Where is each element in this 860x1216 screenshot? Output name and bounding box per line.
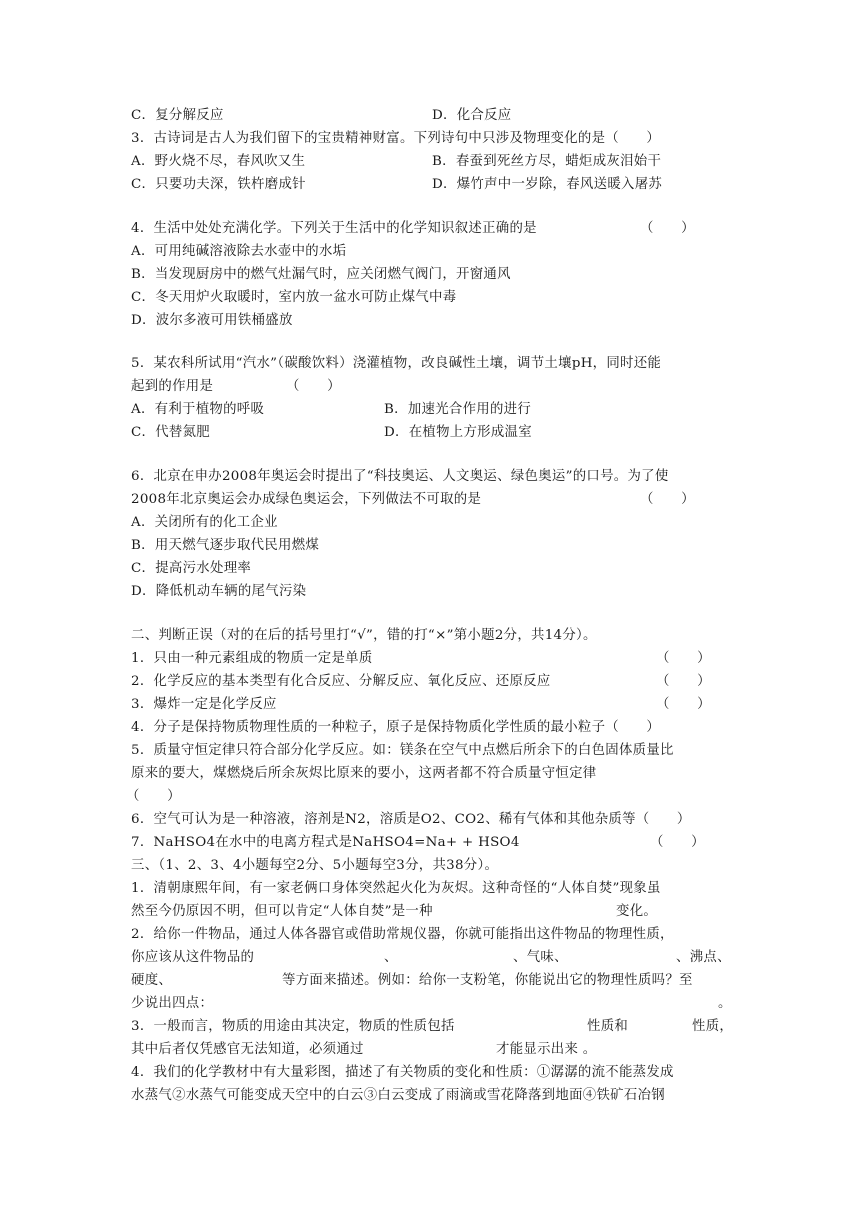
q3-option-a: A．野火烧不尽，春风吹又生 xyxy=(131,154,306,169)
q4-option-b: B．当发现厨房中的燃气灶漏气时，应关闭燃气阀门，开窗通风 xyxy=(131,267,511,282)
q5-stem-line1: 5．某农科所试用“汽水”（碳酸饮料）浇灌植物，改良碱性土壤，调节土壤pH，同时还能 xyxy=(131,356,662,371)
part3-q3-line2b: 才能显示出来 。 xyxy=(496,1042,597,1057)
part2-item-7-paren: （ ） xyxy=(650,835,705,850)
q3-stem: 3．古诗词是古人为我们留下的宝贵精神财富。下列诗句中只涉及物理变化的是（ ） xyxy=(131,131,661,146)
part2-heading: 二、判断正误（对的在后的括号里打“√”，错的打“×”第小题2分，共14分）。 xyxy=(131,628,597,643)
part2-item-2-paren: （ ） xyxy=(656,674,711,689)
part2-item-1-paren: （ ） xyxy=(656,651,711,666)
part2-item-6: 6．空气可认为是一种溶液，溶剂是N2，溶质是O2、CO2、稀有气体和其他杂质等（ ） xyxy=(131,812,691,827)
part3-q2-line2c: 、气味、 xyxy=(513,950,568,965)
q6-stem-line1: 6．北京在申办2008年奥运会时提出了“科技奥运、人文奥运、绿色奥运”的口号。为了使 xyxy=(131,469,669,484)
q6-option-a: A．关闭所有的化工企业 xyxy=(131,515,278,530)
part2-item-5-paren: （ ） xyxy=(126,789,181,804)
q6-paren: （ ） xyxy=(640,492,695,507)
q6-option-d: D．降低机动车辆的尾气污染 xyxy=(131,584,307,599)
part3-q4-line1: 4．我们的化学教材中有大量彩图，描述了有关物质的变化和性质：①潺潺的流不能蒸发成 xyxy=(131,1065,674,1080)
part2-item-3: 3．爆炸一定是化学反应 xyxy=(131,697,277,712)
part2-item-2: 2．化学反应的基本类型有化合反应、分解反应、氧化反应、还原反应 xyxy=(131,674,551,689)
part3-q2-line4b: 。 xyxy=(718,996,732,1011)
part2-item-4: 4．分子是保持物质物理性质的一种粒子，原子是保持物质化学性质的最小粒子（ ） xyxy=(131,720,661,735)
q6-option-c: C．提高污水处理率 xyxy=(131,561,252,576)
q2-option-d: D．化合反应 xyxy=(432,108,512,123)
q4-stem: 4．生活中处处充满化学。下列关于生活中的化学知识叙述正确的是 xyxy=(131,221,537,236)
part3-q2-line4a: 少说出四点： xyxy=(131,996,214,1011)
part2-item-5-line2: 原来的要大，煤燃烧后所余灰烬比原来的要小，这两者都不符合质量守恒定律 xyxy=(131,766,597,781)
q4-option-a: A．可用纯碱溶液除去水壶中的水垢 xyxy=(131,244,347,259)
q5-option-a: A．有利于植物的呼吸 xyxy=(131,402,265,417)
part3-q1-line2a: 然至今仍原因不明，但可以肯定“人体自焚”是一种 xyxy=(131,904,433,919)
part3-q2-line2b: 、 xyxy=(384,950,398,965)
q5-option-c: C．代替氮肥 xyxy=(131,425,210,440)
q5-option-b: B．加速光合作用的进行 xyxy=(384,402,532,417)
q3-option-b: B．春蚕到死丝方尽，蜡炬成灰泪始干 xyxy=(432,154,662,169)
q4-option-d: D．波尔多液可用铁桶盛放 xyxy=(131,313,293,328)
part3-q2-line3a: 硬度、 xyxy=(131,973,173,988)
q6-stem-line2: 2008年北京奥运会办成绿色奥运会，下列做法不可取的是 xyxy=(131,492,482,507)
part3-q3-line1b: 性质和 xyxy=(587,1019,629,1034)
part3-q2-line3b: 等方面来描述。例如：给你一支粉笔，你能说出它的物理性质吗？至 xyxy=(282,973,693,988)
q4-paren: （ ） xyxy=(640,221,695,236)
part3-q3-line2a: 其中后者仅凭感官无法知道，必须通过 xyxy=(131,1042,364,1057)
q5-option-d: D．在植物上方形成温室 xyxy=(384,425,532,440)
part2-item-5-line1: 5．质量守恒定律只符合部分化学反应。如：镁条在空气中点燃后所余下的白色固体质量比 xyxy=(131,743,674,758)
q3-option-c: C．只要功夫深，铁杵磨成针 xyxy=(131,177,306,192)
part3-q2-line2a: 你应该从这件物品的 xyxy=(131,950,255,965)
part3-heading: 三、（1、2、3、4小题每空2分、5小题每空3分，共38分）。 xyxy=(131,858,499,873)
q6-option-b: B．用天燃气逐步取代民用燃煤 xyxy=(131,538,320,553)
part3-q2-line2d: 、沸点、 xyxy=(676,950,731,965)
q2-option-c: C．复分解反应 xyxy=(131,108,224,123)
part3-q3-line1c: 性质， xyxy=(692,1019,734,1034)
part3-q1-line2b: 变化。 xyxy=(616,904,658,919)
part2-item-3-paren: （ ） xyxy=(656,697,711,712)
q5-stem-line2: 起到的作用是 xyxy=(131,379,214,394)
part3-q1-line1: 1．清朝康熙年间，有一家老俩口身体突然起火化为灰烬。这种奇怪的“人体自焚”现象虽 xyxy=(131,881,661,896)
part3-q3-line1a: 3．一般而言，物质的用途由其决定，物质的性质包括 xyxy=(131,1019,455,1034)
part3-q4-line2: 水蒸气②水蒸气可能变成天空中的白云③白云变成了雨滴或雪花降落到地面④铁矿石冶钢 xyxy=(131,1088,665,1103)
part3-q2-line1: 2．给你一件物品，通过人体各器官或借助常规仪器，你就可能指出这件物品的物理性质， xyxy=(131,927,674,942)
part2-item-7: 7．NaHSO4在水中的电离方程式是NaHSO4=Na+ + HSO4 xyxy=(131,835,520,850)
q3-option-d: D．爆竹声中一岁除，春风送暖入屠苏 xyxy=(432,177,663,192)
q4-option-c: C．冬天用炉火取暖时，室内放一盆水可防止煤气中毒 xyxy=(131,290,457,305)
q5-paren: （ ） xyxy=(286,379,341,394)
part2-item-1: 1．只由一种元素组成的物质一定是单质 xyxy=(131,651,373,666)
